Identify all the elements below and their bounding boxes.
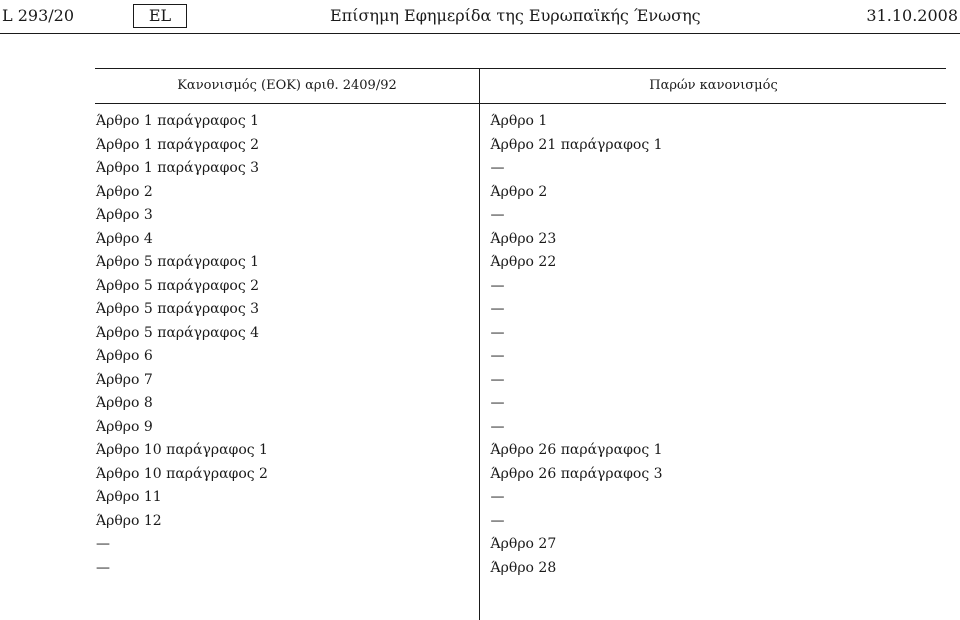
page-reference: L 293/20 xyxy=(2,6,74,25)
table-cell-present: Άρθρο 23 xyxy=(490,230,557,247)
table-cell-present: — xyxy=(490,277,505,294)
page-header xyxy=(0,0,960,34)
table-cell-present: Άρθρο 26 παράγραφος 1 xyxy=(490,442,663,458)
table-cell-old: Άρθρο 1 παράγραφος 3 xyxy=(96,160,260,176)
table-cell-present: — xyxy=(490,324,505,341)
table-cell-present: — xyxy=(490,371,505,388)
old-regulation-column xyxy=(95,104,479,620)
present-regulation-column xyxy=(479,104,946,620)
table-cell-old: Άρθρο 1 παράγραφος 2 xyxy=(96,136,260,153)
table-cell-old: Άρθρο 10 παράγραφος 1 xyxy=(96,442,268,458)
table-cell-present: Άρθρο 21 παράγραφος 1 xyxy=(490,136,663,153)
column-header-old-regulation: Κανονισμός (ΕΟΚ) αριθ. 2409/92 xyxy=(177,78,397,93)
table-header-row xyxy=(95,69,946,104)
language-code-box: EL xyxy=(133,4,187,28)
table-cell-present: — xyxy=(490,348,505,364)
header-divider xyxy=(0,33,960,34)
table-cell-old: Άρθρο 7 xyxy=(96,371,153,388)
table-cell-present: Άρθρο 28 xyxy=(490,559,557,576)
table-cell-old: — xyxy=(96,536,110,552)
correlation-table xyxy=(95,68,946,620)
table-cell-old: Άρθρο 5 παράγραφος 3 xyxy=(96,301,260,317)
table-cell-old: Άρθρο 6 xyxy=(96,348,153,364)
table-cell-old: Άρθρο 5 παράγραφος 4 xyxy=(96,324,260,341)
table-cell-present: Άρθρο 22 xyxy=(490,254,557,270)
table-cell-present: — xyxy=(490,301,505,317)
table-cell-present: Άρθρο 26 παράγραφος 3 xyxy=(490,465,663,482)
table-cell-old: Άρθρο 11 xyxy=(96,489,162,505)
table-cell-old: Άρθρο 12 xyxy=(96,512,162,529)
table-cell-old: — xyxy=(96,559,110,576)
table-cell-old: Άρθρο 5 παράγραφος 1 xyxy=(96,254,260,270)
table-cell-present: Άρθρο 2 xyxy=(490,183,548,200)
publication-date: 31.10.2008 xyxy=(866,6,958,25)
journal-title: Επίσημη Εφημερίδα της Ευρωπαϊκής Ένωσης xyxy=(330,6,701,25)
table-cell-present: — xyxy=(490,418,505,435)
table-cell-present: Άρθρο 27 xyxy=(490,536,557,552)
table-cell-old: Άρθρο 10 παράγραφος 2 xyxy=(96,465,268,482)
table-cell-old: Άρθρο 8 xyxy=(96,395,153,411)
table-body xyxy=(95,104,946,620)
table-cell-present: — xyxy=(490,160,505,176)
table-cell-present: — xyxy=(490,512,505,529)
table-cell-old: Άρθρο 4 xyxy=(96,230,153,247)
column-header-present-regulation: Παρών κανονισμός xyxy=(479,69,947,103)
table-cell-old: Άρθρο 5 παράγραφος 2 xyxy=(96,277,260,294)
table-cell-present: — xyxy=(490,395,505,411)
table-cell-old: Άρθρο 9 xyxy=(96,418,153,435)
table-cell-old: Άρθρο 2 xyxy=(96,183,153,200)
table-cell-present: — xyxy=(490,207,505,223)
table-cell-old: Άρθρο 3 xyxy=(96,207,153,223)
table-cell-present: — xyxy=(490,489,505,505)
table-cell-old: Άρθρο 1 παράγραφος 1 xyxy=(96,113,260,129)
table-cell-present: Άρθρο 1 xyxy=(490,113,548,129)
